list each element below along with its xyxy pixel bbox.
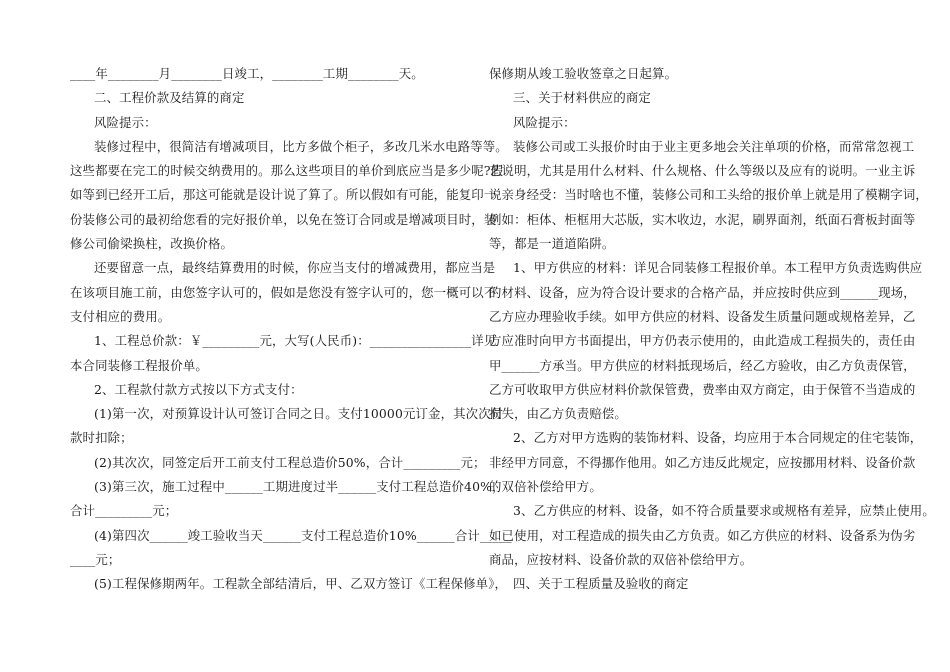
text-line: 非经甲方同意，不得挪作他用。如乙方违反此规定，应按挪用材料、设备价款 — [489, 454, 916, 470]
text-line: (3)第三次，施工过程中______工期进度过半______支付工程总造价40%， — [94, 479, 505, 495]
text-line: 乙方应办理验收手续。如甲方供应的材料、设备发生质量问题或规格差异，乙 — [489, 308, 916, 324]
text-line: 还要留意一点，最终结算费用的时候，你应当支付的增减费用，都应当是 — [94, 260, 496, 276]
text-line: 损失，由乙方负责赔偿。 — [489, 406, 627, 422]
text-line: (2)其次次，同签定后开工前支付工程总造价50%，合计_________元； — [94, 454, 486, 470]
text-line: 1、工程总价款：￥_________元，大写(人民币)：________________详见 — [94, 333, 497, 349]
text-line: 如等到已经开工后，那这可能就是设计说了算了。所以假如有可能，能复印一 — [70, 187, 497, 203]
text-line: 本合同装修工程报价单。 — [70, 357, 208, 373]
text-line: 说亲身经受：当时啥也不懂，装修公司和工头给的报价单上就是用了模糊字词， — [489, 187, 928, 203]
text-line: 甲______方承当。甲方供应的材料抵现场后，经乙方验收，由乙方负责保管， — [489, 357, 916, 373]
text-line: 商品，应按材料、设备价款的双倍补偿给甲方。 — [489, 551, 753, 567]
text-line: 如已使用，对工程造成的损失由乙方负责。如乙方供应的材料、设备系为伪劣 — [489, 527, 916, 543]
text-line: 这些都要在完工的时候交纳费用的。那么这些项目的单价到底应当是多少呢?假 — [70, 163, 504, 179]
text-line: 支付相应的费用。 — [70, 308, 171, 324]
text-line: 艺说明，尤其是用什么材料、什么规格、什么等级以及应有的说明。一业主诉 — [489, 163, 916, 179]
text-line: 风险提示： — [94, 114, 157, 130]
text-line: ____年________月________日竣工，________工期________天。 — [70, 66, 424, 81]
text-line: (1)第一次，对预算设计认可签订合同之日。支付10000元订金，其次次付 — [94, 406, 504, 422]
text-line: 在该项目施工前，由您签字认可的，假如是您没有签字认可的，您一概可以不 — [70, 284, 497, 300]
text-line: 乙方可收取甲方供应材料价款保管费，费率由双方商定，由于保管不当造成的 — [489, 381, 916, 397]
text-line: 风险提示： — [513, 114, 576, 130]
text-line: 等，都是一道道陷阱。 — [489, 236, 615, 252]
text-line: 三、关于材料供应的商定 — [513, 90, 651, 106]
text-line: 份装修公司的最初给您看的完好报价单，以免在签订合同或是增减项目时，装 — [70, 211, 497, 227]
text-line: 款时扣除； — [70, 430, 133, 446]
text-line: (5)工程保修期两年。工程款全部结清后，甲、乙双方签订《工程保修单》， — [94, 576, 508, 592]
text-line: ____元； — [70, 551, 121, 567]
text-line: 二、工程价款及结算的商定 — [94, 90, 245, 106]
text-line: 装修过程中，很简洁有增减项目，比方多做个柜子，多改几米水电路等等。 — [94, 138, 508, 154]
text-line: 的双倍补偿给甲方。 — [489, 479, 602, 495]
text-line: 方应准时向甲方书面提出，甲方仍表示使用的，由此造成工程损失的，责任由 — [489, 333, 916, 349]
text-line: 保修期从竣工验收签章之日起算。 — [489, 66, 678, 81]
text-line: 1、甲方供应的材料：详见合同装修工程报价单。本工程甲方负责选购供应 — [513, 260, 923, 276]
left-text-column — [70, 62, 512, 597]
text-line: 3、乙方供应的材料、设备，如不符合质量要求或规格有差异，应禁止使用。 — [513, 503, 935, 519]
right-text-column — [489, 62, 935, 597]
text-line: 修公司偷梁换柱，改换价格。 — [70, 236, 234, 252]
text-line: 2、乙方对甲方选购的装饰材料、设备，均应用于本合同规定的住宅装饰， — [513, 430, 923, 446]
text-line: 的材料、设备，应为符合设计要求的合格产品，并应按时供应到______现场， — [489, 284, 916, 300]
text-line: 2、工程款付款方式按以下方式支付： — [94, 381, 303, 397]
text-line: 合计_________元； — [70, 503, 178, 519]
text-line: 四、关于工程质量及验收的商定 — [513, 576, 689, 592]
text-line: (4)第四次______竣工验收当天______支付工程总造价10%______合计_____ — [94, 527, 512, 543]
text-line: 例如：柜体、柜框用大芯版，实木收边，水泥，刷界面剂，纸面石膏板封面等 — [489, 211, 916, 227]
text-line: 装修公司或工头报价时由于业主更多地会关注单项的价格，而常常忽视工 — [513, 138, 915, 154]
